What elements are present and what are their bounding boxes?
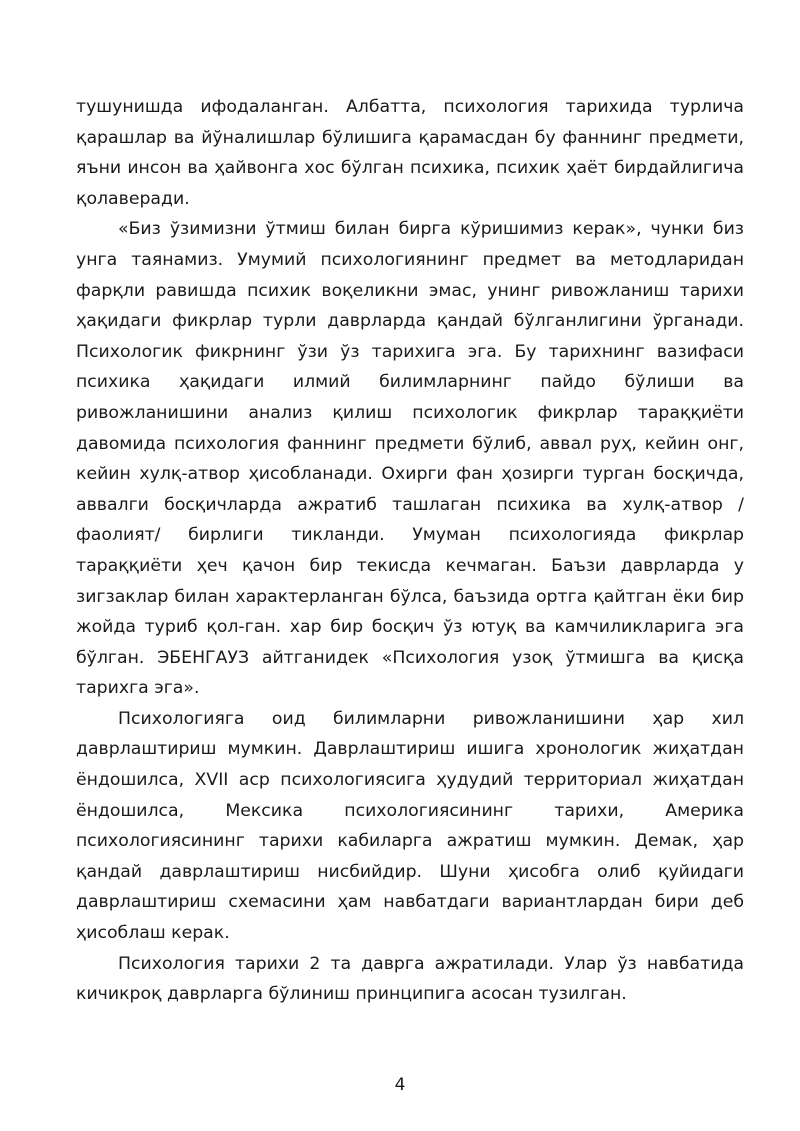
paragraph-2: «Биз ўзимизни ўтмиш билан бирга кўришимиз керак», чунки биз унга таянамиз. Умумий психологиянинг предмет ва методларидан фарқли равишда психик воқеликни эмас, унинг ривожланиш тарихи ҳақидаги фикрлар турли даврларда қандай бўлганлигини ўрганади. Психологик фикрнинг ўзи ўз тарихига эга. Бу тарихнинг вазифаси психика ҳақидаги илмий билимларнинг пайдо бўлиши ва ривожланишини анализ қилиш психологик фикрлар тараққиёти давомида психология фаннинг предмети бўлиб, аввал руҳ, кейин онг, кейин хулқ-атвор ҳисобланади. Охирги фан ҳозирги турган босқичда, аввалги босқичларда ажратиб ташлаган психика ва хулқ-атвор /фаолият/ бирлиги тикланди. Умуман психологияда фикрлар тараққиёти ҳеч қачон бир текисда кечмаган. Баъзи даврларда у зигзаклар билан характерланган бўлса, баъзида ортга қайтган ёки бир жойда туриб қол-ган. хар бир босқич ўз ютуқ ва камчиликларига эга бўлган. ЭБЕНГАУЗ айтганидек «Психология узоқ ўтмишга ва қисқа тарихга эга». [76,219,744,699]
document-page [76,92,744,1010]
paragraph-4: Психология тарихи 2 та даврга ажратилади. Улар ўз навбатида кичикроқ даврларга бўлиниш принципига асосан тузилган. [76,953,744,1005]
page-number: 4 [394,1075,406,1095]
paragraph-1: тушунишда ифодаланган. Албатта, психология тарихида турлича қарашлар ва йўналишлар бўлишига қарамасдан бу фаннинг предмети, яъни инсон ва ҳайвонга хос бўлган психика, психик ҳаёт бирдайлигича қолаверади. [76,97,744,209]
paragraph-3: Психологияга оид билимларни ривожланишини ҳар хил даврлаштириш мумкин. Даврлаштириш ишига хронологик жиҳатдан ёндошилса, XVII аср психологиясига ҳудудий территориал жиҳатдан ёндошилса, Мексика психологиясининг тарихи, Америка психологиясининг тарихи кабиларга ажратиш мумкин. Демак, ҳар қандай даврлаштириш нисбийдир. Шуни ҳисобга олиб қуйидаги даврлаштириш схемасини ҳам навбатдаги вариантлардан бири деб ҳисоблаш керак. [76,708,744,944]
